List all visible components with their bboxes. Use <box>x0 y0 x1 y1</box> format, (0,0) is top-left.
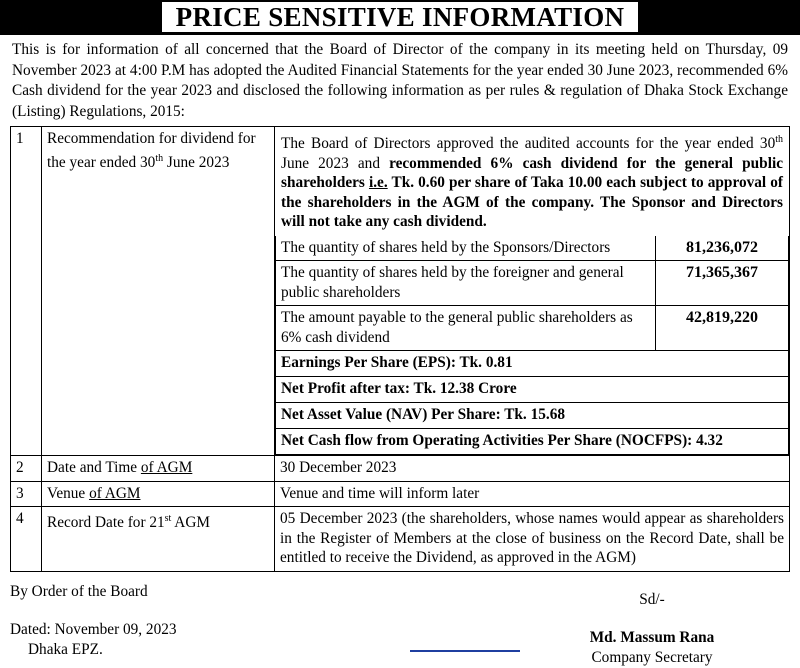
intro-paragraph: This is for information of all concerned that the Board of Director of the company in its meeting held on Thursday, 09 November 2023 at 4:00 P.M has adopted the Audited Financial Statements for the year ended 30 June 2023, recommended 6% Cash dividend for the year 2023 and disclosed the following information as per rules & regulation of Dhaka Stock Exchange (Listing) Regulations, 2015: <box>12 41 788 120</box>
row-label <box>42 127 275 456</box>
list-item <box>276 429 789 455</box>
row-number: 3 <box>11 481 42 507</box>
desc-text-1: The Board of Directors approved the audited accounts for the year ended 30 <box>281 135 776 153</box>
table-row <box>276 261 789 306</box>
row-label-underlined: of AGM <box>89 484 141 502</box>
row-number: 4 <box>11 507 42 572</box>
row-label-text-2: June 2023 <box>163 153 230 171</box>
place-text: Dhaka EPZ. <box>28 640 103 658</box>
desc-bold-2: Tk. 0.60 per share of Taka 10.00 each subject to approval of the shareholders in the AGM of the company. The Sponsor and Directors will not take any cash dividend. <box>281 174 783 231</box>
row-label-text: Venue <box>47 484 90 502</box>
financial-stats-list <box>275 350 789 455</box>
row-description: 30 December 2023 <box>275 456 790 482</box>
row-label <box>42 507 275 572</box>
row-label-text: Recommendation for dividend for the year ended 30 <box>47 130 256 171</box>
signatory-designation: Company Secretary <box>591 648 713 666</box>
dated-text: Dated: November 09, 2023 <box>10 620 177 638</box>
row-label-text-2: AGM <box>171 514 211 532</box>
dividend-payable-label: The amount payable to the general public shareholders as 6% cash dividend <box>276 306 656 351</box>
title-banner <box>0 0 800 35</box>
table-row <box>11 481 790 507</box>
share-quantity-table <box>275 236 789 351</box>
signature-line <box>410 650 520 652</box>
table-row <box>11 127 790 456</box>
row-label-text: Date and Time <box>47 459 141 477</box>
row-label <box>42 481 275 507</box>
table-row <box>276 306 789 351</box>
public-shares-value: 71,365,367 <box>656 261 789 306</box>
public-shares-label: The quantity of shares held by the foreigner and general public shareholders <box>276 261 656 306</box>
nocfps-text: Net Cash flow from Operating Activities Per Share (NOCFPS): 4.32 <box>276 429 789 455</box>
row-description: Venue and time will inform later <box>275 481 790 507</box>
row-label-underlined: of AGM <box>140 459 193 477</box>
row-label-superscript: st <box>164 513 172 525</box>
list-item <box>276 351 789 377</box>
row-number: 2 <box>11 456 42 482</box>
row-label <box>42 456 275 482</box>
eps-text: Earnings Per Share (EPS): Tk. 0.81 <box>276 351 789 377</box>
by-order-text: By Order of the Board <box>10 582 148 600</box>
desc-bold-underline: i.e. <box>368 174 388 192</box>
document-footer <box>10 582 790 668</box>
table-row <box>11 507 790 572</box>
list-item <box>276 403 789 429</box>
sponsor-shares-label: The quantity of shares held by the Sponsors/Directors <box>276 236 656 261</box>
sponsor-shares-value: 81,236,072 <box>656 236 789 261</box>
row-description-cell <box>275 127 790 456</box>
signatory-name: Md. Massum Rana <box>589 628 715 646</box>
signature-block <box>522 590 782 668</box>
dividend-description <box>275 127 789 236</box>
table-row <box>276 236 789 261</box>
row-label-superscript: th <box>155 152 164 164</box>
page-title: PRICE SENSITIVE INFORMATION <box>162 2 639 32</box>
sd-text: Sd/- <box>639 590 665 608</box>
desc-bold-1: recommended 6% cash dividend for the general public shareholders <box>281 154 783 192</box>
dividend-payable-value: 42,819,220 <box>656 306 789 351</box>
net-profit-text: Net Profit after tax: Tk. 12.38 Crore <box>276 377 789 403</box>
nav-text: Net Asset Value (NAV) Per Share: Tk. 15.68 <box>276 403 789 429</box>
desc-superscript: th <box>775 134 783 145</box>
row-description: 05 December 2023 (the shareholders, whose names would appear as shareholders in the Register of Members at the close of business on the Record Date, shall be entitled to receive the Dividend, as approved in the AGM) <box>275 507 790 572</box>
row-label-text: Record Date for 21 <box>47 514 165 532</box>
desc-text-2: June 2023 and <box>281 154 390 172</box>
table-row <box>11 456 790 482</box>
list-item <box>276 377 789 403</box>
disclosure-table <box>10 126 790 572</box>
row-number: 1 <box>11 127 42 456</box>
